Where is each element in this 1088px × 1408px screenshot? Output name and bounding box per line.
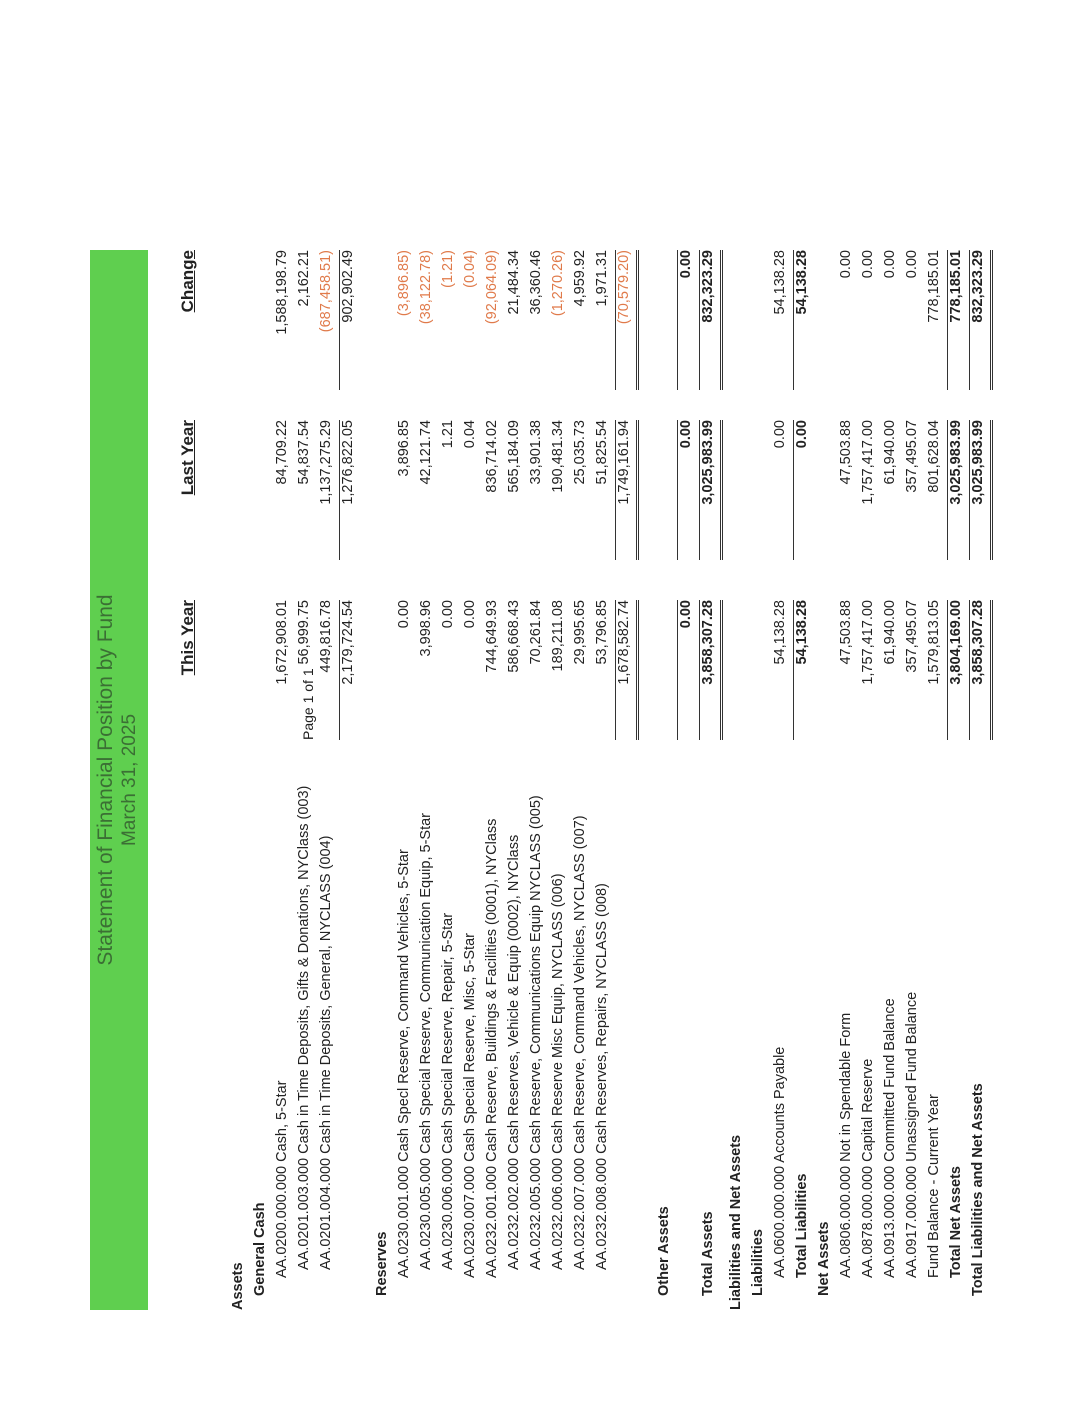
change-value: 1,971.31 (594, 250, 610, 307)
statement-row (882, 150, 904, 1310)
total-double-rule (720, 600, 723, 740)
statement-row (484, 150, 506, 1310)
statement-row (462, 150, 484, 1310)
change-value: 0.00 (678, 250, 694, 279)
change-value: 0.00 (860, 250, 876, 279)
this-year-value: 0.00 (678, 600, 694, 629)
last-year-value: 190,481.34 (550, 420, 566, 493)
last-year-value: 565,184.09 (506, 420, 522, 493)
report-title: Statement of Financial Position by Fund (94, 594, 117, 966)
this-year-value: 53,796.85 (594, 600, 610, 665)
total-double-rule (636, 420, 639, 560)
this-year-value: 54,138.28 (794, 600, 810, 665)
total-double-rule (990, 420, 993, 560)
change-value: (38,122.78) (418, 250, 434, 325)
change-value: (1,270.26) (550, 250, 566, 317)
row-label: Other Assets (656, 1206, 672, 1296)
last-year-value: 1,276,822.05 (340, 420, 356, 505)
this-year-value: 3,858,307.28 (700, 600, 716, 685)
statement-row (728, 150, 750, 1310)
column-header-this-year: This Year (178, 600, 197, 676)
row-label: AA.0200.000.000 Cash, 5-Star (274, 1080, 290, 1278)
statement-row (396, 150, 418, 1310)
last-year-value: 47,503.88 (838, 420, 854, 485)
row-label: Liabilities and Net Assets (728, 1134, 744, 1310)
last-year-value: 3,896.85 (396, 420, 412, 477)
this-year-value: 3,998.96 (418, 600, 434, 657)
this-year-value: 47,503.88 (838, 600, 854, 665)
row-label: AA.0806.000.000 Not in Spendable Form (838, 1012, 854, 1278)
row-label: AA.0232.005.000 Cash Reserve, Communications Equip NYCLASS (005) (528, 795, 544, 1270)
last-year-value: 0.00 (772, 420, 788, 449)
last-year-value: 0.04 (462, 420, 478, 449)
this-year-value: 70,261.84 (528, 600, 544, 665)
statement-row (678, 150, 700, 1310)
change-value: 21,484.34 (506, 250, 522, 315)
report-banner (90, 250, 148, 1310)
page-number: Page 1 of 1 (300, 668, 316, 740)
statement-row (252, 150, 274, 1310)
report-date: March 31, 2025 (119, 713, 140, 847)
row-label: Liabilities (750, 1229, 766, 1296)
last-year-value: 1.21 (440, 420, 456, 449)
statement-row (970, 150, 992, 1310)
row-label: Reserves (374, 1231, 390, 1296)
row-label: AA.0913.000.000 Committed Fund Balance (882, 998, 898, 1278)
column-header-change: Change (178, 250, 197, 313)
last-year-value: 0.00 (678, 420, 694, 449)
change-value: 36,360.46 (528, 250, 544, 315)
last-year-value: 1,757,417.00 (860, 420, 876, 505)
change-value: 832,323.29 (700, 250, 716, 323)
row-label: AA.0230.001.000 Cash Specl Reserve, Command Vehicles, 5-Star (396, 849, 412, 1278)
change-value: 1,588,198.79 (274, 250, 290, 335)
row-label: AA.0232.001.000 Cash Reserve, Buildings & Facilities (0001), NYClass (484, 818, 500, 1278)
last-year-value: 51,825.54 (594, 420, 610, 485)
change-value: (3,896.85) (396, 250, 412, 317)
last-year-value: 3,025,983.99 (970, 420, 986, 505)
change-value: (70,579.20) (616, 250, 632, 325)
this-year-value: 54,138.28 (772, 600, 788, 665)
this-year-value: 744,649.93 (484, 600, 500, 673)
row-label: AA.0232.008.000 Cash Reserves, Repairs, NYCLASS (008) (594, 883, 610, 1270)
row-label: AA.0232.007.000 Cash Reserve, Command Vehicles, NYCLASS (007) (572, 815, 588, 1270)
this-year-value: 2,179,724.54 (340, 600, 356, 685)
statement-row (440, 150, 462, 1310)
statement-row (948, 150, 970, 1310)
this-year-value: 189,211.08 (550, 600, 566, 672)
row-label: AA.0232.002.000 Cash Reserves, Vehicle & Equip (0002), NYClass (506, 834, 522, 1270)
row-label: AA.0201.004.000 Cash in Time Deposits, General, NYCLASS (004) (318, 835, 334, 1270)
statement-row (340, 150, 362, 1310)
last-year-value: 25,035.73 (572, 420, 588, 485)
row-label: Net Assets (816, 1221, 832, 1296)
statement-row (926, 150, 948, 1310)
change-value: 2,162.21 (296, 250, 312, 307)
last-year-value: 54,837.54 (296, 420, 312, 485)
change-value: 778,185.01 (948, 250, 964, 323)
change-value: 0.00 (882, 250, 898, 279)
row-label: General Cash (252, 1202, 268, 1296)
this-year-value: 61,940.00 (882, 600, 898, 665)
last-year-value: 357,495.07 (904, 420, 920, 493)
row-label: AA.0917.000.000 Unassigned Fund Balance (904, 991, 920, 1278)
total-double-rule (636, 250, 639, 390)
change-value: (92,064.09) (484, 250, 500, 325)
column-header-last-year: Last Year (178, 420, 197, 496)
last-year-value: 0.00 (794, 420, 810, 449)
statement-row (572, 150, 594, 1310)
statement-row (616, 150, 638, 1310)
row-label: AA.0230.005.000 Cash Special Reserve, Communication Equip, 5-Star (418, 812, 434, 1270)
total-double-rule (990, 250, 993, 390)
change-value: 0.00 (838, 250, 854, 279)
statement-row (860, 150, 882, 1310)
this-year-value: 1,579,813.05 (926, 600, 942, 685)
change-value: 4,959.92 (572, 250, 588, 307)
change-value: (1.21) (440, 250, 456, 288)
row-label: Fund Balance - Current Year (926, 1094, 942, 1278)
last-year-value: 61,940.00 (882, 420, 898, 485)
statement-row (318, 150, 340, 1310)
this-year-value: 0.00 (396, 600, 412, 629)
this-year-value: 1,672,908.01 (274, 600, 290, 685)
statement-row (794, 150, 816, 1310)
change-value: 778,185.01 (926, 250, 942, 323)
last-year-value: 1,749,161.94 (616, 420, 632, 505)
row-label: AA.0232.006.000 Cash Reserve Misc Equip, NYCLASS (006) (550, 873, 566, 1270)
statement-row (506, 150, 528, 1310)
last-year-value: 33,901.38 (528, 420, 544, 485)
this-year-value: 3,858,307.28 (970, 600, 986, 685)
last-year-value: 801,628.04 (926, 420, 942, 493)
this-year-value: 586,668.43 (506, 600, 522, 673)
this-year-value: 449,816.78 (318, 600, 334, 673)
statement-row (816, 150, 838, 1310)
row-label: AA.0600.000.000 Accounts Payable (772, 1046, 788, 1278)
this-year-value: 3,804,169.00 (948, 600, 964, 685)
this-year-value: 56,999.75 (296, 600, 312, 665)
this-year-value: 1,757,417.00 (860, 600, 876, 685)
change-value: 0.00 (904, 250, 920, 279)
last-year-value: 3,025,983.99 (700, 420, 716, 505)
change-value: 902,902.49 (340, 250, 356, 323)
total-double-rule (720, 250, 723, 390)
statement-row (594, 150, 616, 1310)
statement-row (528, 150, 550, 1310)
total-double-rule (720, 420, 723, 560)
statement-row (656, 150, 678, 1310)
statement-row (550, 150, 572, 1310)
last-year-value: 3,025,983.99 (948, 420, 964, 505)
change-value: (687,458.51) (318, 250, 334, 333)
row-label: AA.0878.000.000 Capital Reserve (860, 1058, 876, 1278)
statement-row (904, 150, 926, 1310)
last-year-value: 1,137,275.29 (318, 420, 334, 505)
this-year-value: 29,995.65 (572, 600, 588, 665)
last-year-value: 836,714.02 (484, 420, 500, 493)
row-label: Assets (230, 1262, 246, 1310)
change-value: (0.04) (462, 250, 478, 288)
row-label: AA.0201.003.000 Cash in Time Deposits, Gifts & Donations, NYClass (003) (296, 785, 312, 1270)
statement-row (838, 150, 860, 1310)
row-label: Total Liabilities (794, 1173, 810, 1278)
change-value: 54,138.28 (772, 250, 788, 315)
this-year-value: 357,495.07 (904, 600, 920, 673)
statement-row (700, 150, 722, 1310)
change-value: 54,138.28 (794, 250, 810, 315)
this-year-value: 1,678,582.74 (616, 600, 632, 685)
row-label: AA.0230.006.000 Cash Special Reserve, Repair, 5-Star (440, 912, 456, 1270)
statement-row (772, 150, 794, 1310)
last-year-value: 84,709.22 (274, 420, 290, 485)
this-year-value: 0.00 (462, 600, 478, 629)
row-label: Total Assets (700, 1211, 716, 1296)
statement-row (418, 150, 440, 1310)
this-year-value: 0.00 (440, 600, 456, 629)
total-double-rule (990, 600, 993, 740)
row-label: Total Liabilities and Net Assets (970, 1083, 986, 1296)
statement-row (750, 150, 772, 1310)
total-double-rule (636, 600, 639, 740)
last-year-value: 42,121.74 (418, 420, 434, 485)
row-label: AA.0230.007.000 Cash Special Reserve, Misc, 5-Star (462, 933, 478, 1278)
statement-row (374, 150, 396, 1310)
financial-statement-page (90, 150, 990, 1310)
statement-row (274, 150, 296, 1310)
change-value: 832,323.29 (970, 250, 986, 323)
row-label: Total Net Assets (948, 1166, 964, 1278)
statement-row (230, 150, 252, 1310)
